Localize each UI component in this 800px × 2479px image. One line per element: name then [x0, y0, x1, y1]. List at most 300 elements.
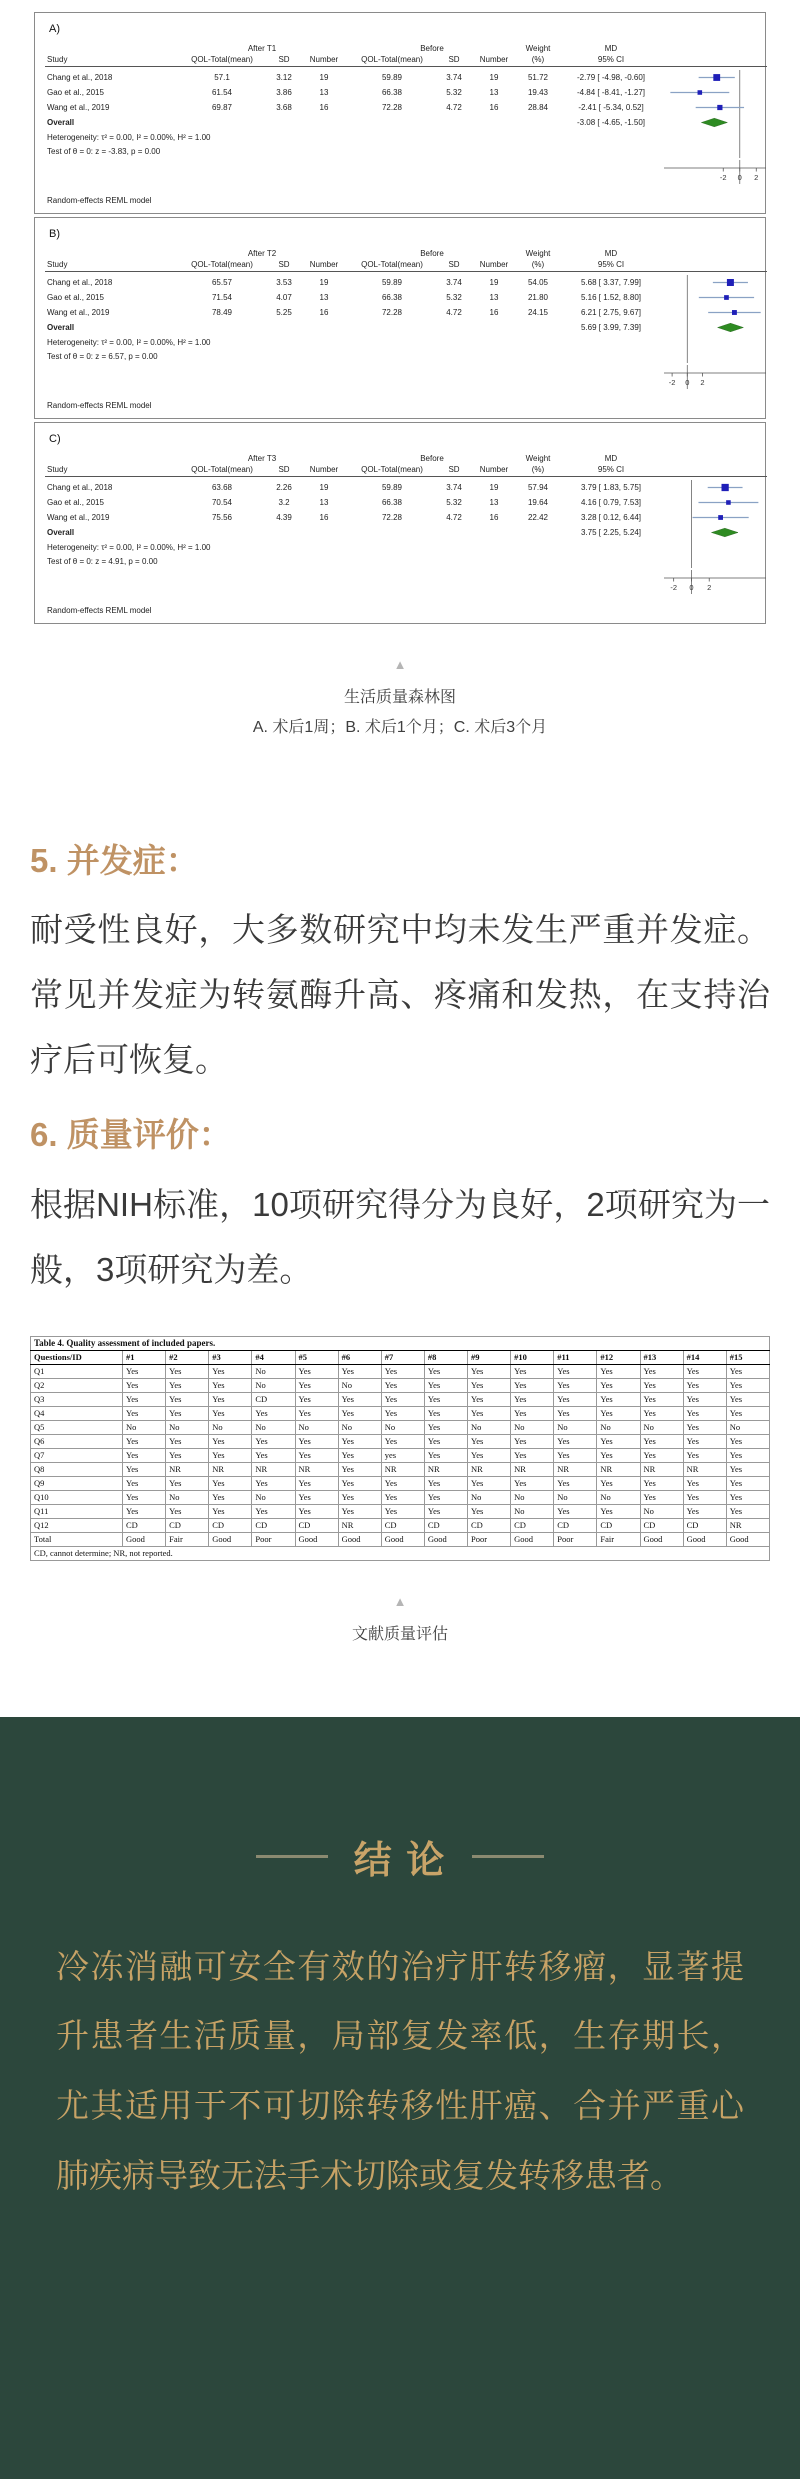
study-name: Wang et al., 2019	[47, 103, 110, 112]
col-header-number: Number	[479, 55, 509, 64]
table-row	[31, 1462, 770, 1476]
before-n: 19	[489, 483, 499, 492]
table-cell: Yes	[468, 1406, 511, 1420]
col-header-number: Number	[309, 55, 339, 64]
group-header-after: After T2	[247, 249, 277, 258]
table-cell: Yes	[511, 1448, 554, 1462]
forest-panel-C	[34, 422, 766, 624]
table-cell: Yes	[381, 1406, 424, 1420]
table-cell: CD	[597, 1518, 640, 1532]
collapse-arrow-icon: ▲	[393, 657, 407, 672]
quality-table	[30, 1336, 770, 1561]
after-n: 13	[319, 293, 329, 302]
decorative-line	[472, 1855, 544, 1858]
table-cell: Yes	[338, 1462, 381, 1476]
table-cell: Good	[338, 1532, 381, 1546]
table-row	[31, 1378, 770, 1392]
table-cell: Good	[726, 1532, 769, 1546]
table-cell: Poor	[468, 1532, 511, 1546]
before-n: 19	[489, 73, 499, 82]
table-cell: Yes	[726, 1392, 769, 1406]
table-cell: yes	[381, 1448, 424, 1462]
ci-marker-plot	[663, 275, 767, 290]
test-line: Test of θ = 0: z = 6.57, p = 0.00	[47, 351, 158, 361]
header-rule	[45, 476, 767, 477]
table-cell: Good	[640, 1532, 683, 1546]
after-mean: 78.49	[211, 308, 233, 317]
header-rule	[45, 271, 767, 272]
group-header-before: Before	[420, 44, 444, 53]
zero-line-segment	[663, 130, 767, 144]
table-cell: Yes	[554, 1434, 597, 1448]
test-line: Test of θ = 0: z = -3.83, p = 0.00	[47, 146, 161, 156]
table-cell: No	[252, 1364, 295, 1378]
before-sd: 5.32	[446, 293, 462, 302]
decorative-line	[256, 1855, 328, 1858]
table-header-row	[31, 1350, 770, 1364]
table-cell: NR	[295, 1462, 338, 1476]
table-cell: Yes	[424, 1504, 467, 1518]
table-cell: No	[166, 1420, 209, 1434]
ci-marker-plot	[663, 85, 767, 100]
forest-panel-B	[34, 217, 766, 419]
after-mean: 71.54	[211, 293, 233, 302]
x-axis-tick-label: 2	[754, 173, 759, 182]
x-axis-tick-label: 0	[689, 583, 694, 592]
row-label: Total	[31, 1532, 123, 1546]
table-cell: NR	[554, 1462, 597, 1476]
x-axis	[663, 160, 767, 184]
table-cell: NR	[209, 1462, 252, 1476]
table-cell: Yes	[683, 1420, 726, 1434]
table-cell: No	[166, 1490, 209, 1504]
table-cell: Yes	[683, 1434, 726, 1448]
col-header-number: Number	[479, 465, 509, 474]
model-note: Random-effects REML model	[47, 196, 152, 205]
table-cell: Yes	[640, 1406, 683, 1420]
ci-marker-plot	[663, 495, 767, 510]
table-title-row	[31, 1336, 770, 1350]
weight-value: 54.05	[527, 278, 549, 287]
table-cell: Yes	[123, 1448, 166, 1462]
before-n: 19	[489, 278, 499, 287]
column-header: #7	[381, 1350, 424, 1364]
table-cell: Yes	[511, 1434, 554, 1448]
table-cell: Yes	[424, 1476, 467, 1490]
x-axis-plot	[663, 570, 767, 594]
study-name: Gao et al., 2015	[47, 498, 104, 507]
table-cell: No	[597, 1420, 640, 1434]
table-cell: Yes	[554, 1378, 597, 1392]
group-header-before: Before	[420, 454, 444, 463]
table-cell: No	[511, 1504, 554, 1518]
table-cell: CD	[252, 1392, 295, 1406]
col-header-weight: Weight	[525, 454, 551, 463]
table-cell: Yes	[640, 1434, 683, 1448]
table-cell: Yes	[381, 1378, 424, 1392]
study-name: Gao et al., 2015	[47, 293, 104, 302]
table-cell: Yes	[726, 1406, 769, 1420]
col-header-mean: QOL-Total(mean)	[361, 260, 423, 269]
ci-marker-plot	[663, 480, 767, 495]
zero-line	[663, 349, 767, 363]
table-cell: No	[338, 1378, 381, 1392]
before-sd: 3.74	[446, 73, 462, 82]
table-cell: Yes	[597, 1504, 640, 1518]
heterogeneity-line: Heterogeneity: τ² = 0.00, I² = 0.00%, H² = 1.00	[47, 542, 211, 552]
axis-spacer	[45, 568, 663, 596]
table-cell: Yes	[683, 1504, 726, 1518]
table-cell: Yes	[252, 1476, 295, 1490]
table-cell: Yes	[726, 1476, 769, 1490]
row-label: Q7	[31, 1448, 123, 1462]
table-cell: Yes	[295, 1448, 338, 1462]
table-cell: Yes	[683, 1392, 726, 1406]
after-sd: 3.53	[276, 278, 292, 287]
x-axis-tick-label: -2	[670, 583, 678, 592]
table-cell: No	[511, 1420, 554, 1434]
weight-value: 28.84	[527, 103, 549, 112]
table-cell: Yes	[554, 1476, 597, 1490]
overall-diamond-plot	[663, 320, 767, 335]
before-n: 13	[489, 293, 499, 302]
table-cell: Yes	[295, 1392, 338, 1406]
table-cell: Good	[683, 1532, 726, 1546]
after-mean: 70.54	[211, 498, 233, 507]
table-cell: Yes	[252, 1434, 295, 1448]
study-name: Gao et al., 2015	[47, 88, 104, 97]
after-mean: 75.56	[211, 513, 233, 522]
table-cell: Yes	[381, 1434, 424, 1448]
table-row	[31, 1420, 770, 1434]
zero-line	[663, 144, 767, 158]
forest-plot-overall	[663, 115, 767, 130]
table-cell: Good	[295, 1532, 338, 1546]
table-cell: Yes	[640, 1476, 683, 1490]
test-line: Test of θ = 0: z = 4.91, p = 0.00	[47, 556, 158, 566]
table-cell: Yes	[554, 1448, 597, 1462]
table-cell: No	[511, 1490, 554, 1504]
table-cell: Yes	[381, 1476, 424, 1490]
after-sd: 4.39	[276, 513, 292, 522]
table-cell: Yes	[726, 1462, 769, 1476]
weight-value: 19.64	[527, 498, 549, 507]
table-cell: Yes	[166, 1504, 209, 1518]
before-mean: 59.89	[381, 483, 403, 492]
table-cell: Yes	[468, 1378, 511, 1392]
table-cell: Yes	[295, 1364, 338, 1378]
ci-marker-plot	[663, 305, 767, 320]
before-n: 13	[489, 88, 499, 97]
table-note: CD, cannot determine; NR, not reported.	[31, 1546, 770, 1560]
col-header-mean: QOL-Total(mean)	[191, 260, 253, 269]
before-mean: 59.89	[381, 73, 403, 82]
table-cell: Yes	[123, 1490, 166, 1504]
forest-plot-row	[663, 495, 767, 510]
table-cell: Yes	[123, 1392, 166, 1406]
after-n: 19	[319, 483, 329, 492]
col-header-study: Study	[47, 465, 68, 474]
table-cell: Yes	[295, 1406, 338, 1420]
table-cell: Yes	[166, 1378, 209, 1392]
table-cell: Yes	[338, 1406, 381, 1420]
table-cell: NR	[381, 1462, 424, 1476]
column-header: #15	[726, 1350, 769, 1364]
table-cell: CD	[295, 1518, 338, 1532]
table-cell: Yes	[166, 1364, 209, 1378]
table-cell: Yes	[554, 1406, 597, 1420]
ci-marker-plot	[663, 100, 767, 115]
x-axis	[663, 570, 767, 594]
col-header-sd: SD	[278, 465, 290, 474]
table-cell: No	[640, 1504, 683, 1518]
quality-table-figure	[30, 1336, 770, 1561]
table-cell: Yes	[209, 1392, 252, 1406]
md-ci-value: 3.28 [ 0.12, 6.44]	[580, 513, 642, 522]
after-sd: 5.25	[276, 308, 292, 317]
study-name: Chang et al., 2018	[47, 73, 113, 82]
overall-md-ci: 5.69 [ 3.99, 7.39]	[580, 323, 642, 332]
after-mean: 63.68	[211, 483, 233, 492]
md-ci-value: -2.41 [ -5.34, 0.52]	[578, 103, 644, 112]
before-n: 16	[489, 103, 499, 112]
table-cell: No	[381, 1420, 424, 1434]
table-cell: No	[597, 1490, 640, 1504]
table-cell: No	[468, 1490, 511, 1504]
table-cell: No	[338, 1420, 381, 1434]
table-cell: Yes	[209, 1378, 252, 1392]
table-row	[31, 1406, 770, 1420]
before-sd: 4.72	[446, 513, 462, 522]
column-header: #11	[554, 1350, 597, 1364]
before-mean: 72.28	[381, 103, 403, 112]
col-header-weight: Weight	[525, 249, 551, 258]
study-name: Wang et al., 2019	[47, 513, 110, 522]
table-cell: Yes	[597, 1392, 640, 1406]
table-cell: NR	[424, 1462, 467, 1476]
table-row	[31, 1532, 770, 1546]
table-cell: Yes	[468, 1434, 511, 1448]
header-rule	[45, 66, 767, 67]
table-cell: NR	[252, 1462, 295, 1476]
table-cell: Yes	[424, 1490, 467, 1504]
x-axis-tick-label: -2	[668, 378, 676, 387]
table-cell: Yes	[123, 1504, 166, 1518]
column-header: #6	[338, 1350, 381, 1364]
before-sd: 5.32	[446, 88, 462, 97]
row-label: Q9	[31, 1476, 123, 1490]
table-cell: Yes	[511, 1378, 554, 1392]
before-sd: 5.32	[446, 498, 462, 507]
col-header-number: Number	[479, 260, 509, 269]
col-header-md: MD	[604, 454, 618, 463]
before-sd: 3.74	[446, 483, 462, 492]
zero-line	[663, 554, 767, 568]
table-cell: Yes	[123, 1378, 166, 1392]
col-header-number: Number	[309, 260, 339, 269]
after-sd: 2.26	[276, 483, 292, 492]
table-cell: Yes	[166, 1406, 209, 1420]
column-header: #2	[166, 1350, 209, 1364]
weight-value: 51.72	[527, 73, 549, 82]
table-cell: NR	[726, 1518, 769, 1532]
section-5-heading: 5. 并发症：	[30, 842, 199, 879]
x-axis-plot	[663, 365, 767, 389]
table-cell: Yes	[209, 1406, 252, 1420]
table-cell: NR	[597, 1462, 640, 1476]
before-sd: 3.74	[446, 278, 462, 287]
table-cell: Yes	[597, 1448, 640, 1462]
group-header-after: After T3	[247, 454, 277, 463]
table-cell: Yes	[209, 1364, 252, 1378]
table-cell: Yes	[424, 1392, 467, 1406]
md-ci-value: 6.21 [ 2.75, 9.67]	[580, 308, 642, 317]
table-cell: NR	[683, 1462, 726, 1476]
table-cell: Yes	[597, 1364, 640, 1378]
table-cell: CD	[640, 1518, 683, 1532]
ci-marker-plot	[663, 290, 767, 305]
forest-plot-row	[663, 510, 767, 525]
table-cell: Yes	[424, 1420, 467, 1434]
md-ci-value: 5.16 [ 1.52, 8.80]	[580, 293, 642, 302]
after-n: 16	[319, 103, 329, 112]
col-header-mean: QOL-Total(mean)	[361, 465, 423, 474]
table-cell: Good	[511, 1532, 554, 1546]
zero-line	[663, 130, 767, 144]
table-cell: Yes	[597, 1476, 640, 1490]
forest-plot-row	[663, 275, 767, 290]
after-sd: 3.68	[276, 103, 292, 112]
conclusion-title-row	[56, 1829, 744, 1884]
study-name: Chang et al., 2018	[47, 278, 113, 287]
table-cell: Yes	[726, 1378, 769, 1392]
col-header-mean: QOL-Total(mean)	[191, 465, 253, 474]
col-header-ci: 95% CI	[597, 465, 625, 474]
panel-label: C)	[49, 433, 61, 445]
table-cell: No	[123, 1420, 166, 1434]
table-cell: Yes	[468, 1448, 511, 1462]
column-header: #9	[468, 1350, 511, 1364]
table-cell: CD	[511, 1518, 554, 1532]
table-cell: Yes	[123, 1406, 166, 1420]
after-sd: 3.2	[278, 498, 290, 507]
ci-marker-plot	[663, 510, 767, 525]
column-header: #10	[511, 1350, 554, 1364]
forest-panel-A	[34, 12, 766, 214]
table-cell: Yes	[640, 1392, 683, 1406]
after-n: 19	[319, 73, 329, 82]
table-cell: Good	[123, 1532, 166, 1546]
before-sd: 4.72	[446, 308, 462, 317]
overall-label: Overall	[47, 528, 75, 537]
table-cell: Yes	[511, 1364, 554, 1378]
forest-grid	[45, 43, 759, 186]
table-cell: CD	[166, 1518, 209, 1532]
table-cell: No	[252, 1378, 295, 1392]
table-cell: Yes	[640, 1448, 683, 1462]
forest-plot-row	[663, 100, 767, 115]
table-cell: Yes	[338, 1392, 381, 1406]
row-label: Q11	[31, 1504, 123, 1518]
row-label: Q1	[31, 1364, 123, 1378]
table-cell: No	[252, 1420, 295, 1434]
overall-md-ci: 3.75 [ 2.25, 5.24]	[580, 528, 642, 537]
md-ci-value: -2.79 [ -4.98, -0.60]	[576, 73, 646, 82]
before-sd: 4.72	[446, 103, 462, 112]
axis-spacer	[45, 363, 663, 391]
zero-line-segment	[663, 554, 767, 568]
zero-line-segment	[663, 540, 767, 554]
table-cell: Yes	[338, 1448, 381, 1462]
table-cell: NR	[511, 1462, 554, 1476]
col-header-ci: 95% CI	[597, 260, 625, 269]
col-header-sd: SD	[278, 260, 290, 269]
row-label: Q8	[31, 1462, 123, 1476]
table-cell: Good	[209, 1532, 252, 1546]
x-axis-tick-label: 2	[700, 378, 705, 387]
table-cell: Yes	[381, 1504, 424, 1518]
table-cell: Good	[381, 1532, 424, 1546]
table-cell: Yes	[424, 1434, 467, 1448]
col-header-weight-pct: (%)	[531, 260, 545, 269]
table-cell: No	[295, 1420, 338, 1434]
table-cell: Yes	[209, 1476, 252, 1490]
col-header-ci: 95% CI	[597, 55, 625, 64]
col-header-weight-pct: (%)	[531, 465, 545, 474]
column-header: #12	[597, 1350, 640, 1364]
x-axis	[663, 365, 767, 389]
after-sd: 4.07	[276, 293, 292, 302]
table-cell: Yes	[726, 1434, 769, 1448]
table-cell: Yes	[554, 1504, 597, 1518]
table-cell: Yes	[511, 1406, 554, 1420]
before-mean: 66.38	[381, 293, 403, 302]
before-mean: 66.38	[381, 88, 403, 97]
table-cell: Yes	[683, 1490, 726, 1504]
table-cell: CD	[468, 1518, 511, 1532]
table-cell: Yes	[726, 1504, 769, 1518]
table-cell: Good	[424, 1532, 467, 1546]
table-cell: NR	[640, 1462, 683, 1476]
col-header-sd: SD	[278, 55, 290, 64]
model-note: Random-effects REML model	[47, 606, 152, 615]
weight-value: 24.15	[527, 308, 549, 317]
table-cell: Yes	[683, 1378, 726, 1392]
after-n: 13	[319, 498, 329, 507]
table-cell: Yes	[597, 1378, 640, 1392]
table-cell: Yes	[726, 1490, 769, 1504]
x-axis-tick-label: 2	[707, 583, 712, 592]
table-row	[31, 1448, 770, 1462]
md-ci-value: 3.79 [ 1.83, 5.75]	[580, 483, 642, 492]
collapse-arrow-icon: ▲	[393, 1593, 407, 1609]
figure-caption-subtitle: A. 术后1周；B. 术后1个月；C. 术后3个月	[252, 719, 548, 736]
heterogeneity-line: Heterogeneity: τ² = 0.00, I² = 0.00%, H² = 1.00	[47, 337, 211, 347]
after-n: 19	[319, 278, 329, 287]
table-cell: Yes	[468, 1392, 511, 1406]
table-cell: Yes	[295, 1504, 338, 1518]
table-cell: CD	[252, 1518, 295, 1532]
table-cell: Yes	[424, 1378, 467, 1392]
group-header-before: Before	[420, 249, 444, 258]
table-cell: Yes	[252, 1406, 295, 1420]
table-cell: No	[252, 1490, 295, 1504]
axis-spacer	[45, 158, 663, 186]
table-cell: Yes	[338, 1476, 381, 1490]
table-cell: CD	[554, 1518, 597, 1532]
col-header-study: Study	[47, 260, 68, 269]
md-ci-value: 4.16 [ 0.79, 7.53]	[580, 498, 642, 507]
